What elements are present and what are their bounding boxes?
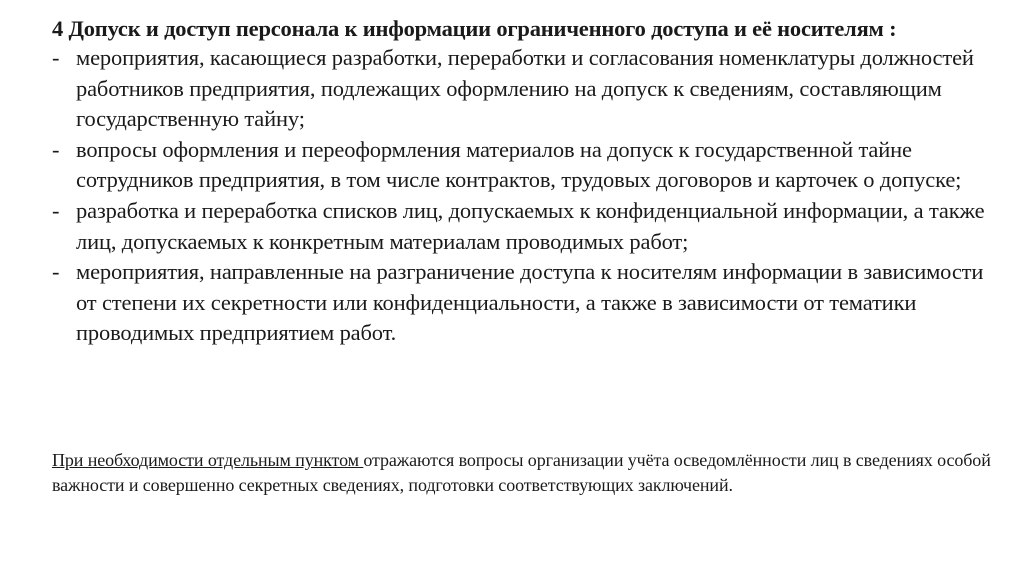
footnote-paragraph [52,448,992,498]
list-item-text: мероприятия, касающиеся разработки, переработки и согласования номенклатуры должностей работников предприятия, подлежащих оформлению на допуск к сведениям, составляющим государственную тайну; [76,45,974,132]
list-item-text: вопросы оформления и переоформления материалов на допуск к государственной тайне сотрудников предприятия, в том числе контрактов, трудовых договоров и карточек о допуске; [76,136,962,193]
list-item [52,135,1002,196]
list-item [52,257,1002,349]
footnote-underlined-text: При необходимости отдельным пунктом [52,450,364,470]
bullet-dash: - [52,197,60,223]
list-item [52,43,1002,135]
bullet-dash: - [52,259,60,285]
bullet-list [52,43,1002,349]
list-item-text: разработка и переработка списков лиц, допускаемых к конфиденциальной информации, а также лиц, допускаемых к конкретным материалам проводимых работ; [76,197,985,254]
list-item-text: мероприятия, направленные на разграничение доступа к носителям информации в зависимости от степени их секретности или конфиденциальности, а также в зависимости от тематики проводимых предприятием работ. [76,259,984,346]
slide-title: 4 Допуск и доступ персонала к информации ограниченного доступа и её носителям : [52,16,897,41]
bullet-dash: - [52,136,60,162]
footnote-text: отражаются вопросы организации учёта осведомлённости лиц в сведениях особой важности и совершенно секретных сведениях, подготовки соответствующих заключений. [52,450,991,495]
list-item [52,196,1002,257]
bullet-dash: - [52,45,60,70]
